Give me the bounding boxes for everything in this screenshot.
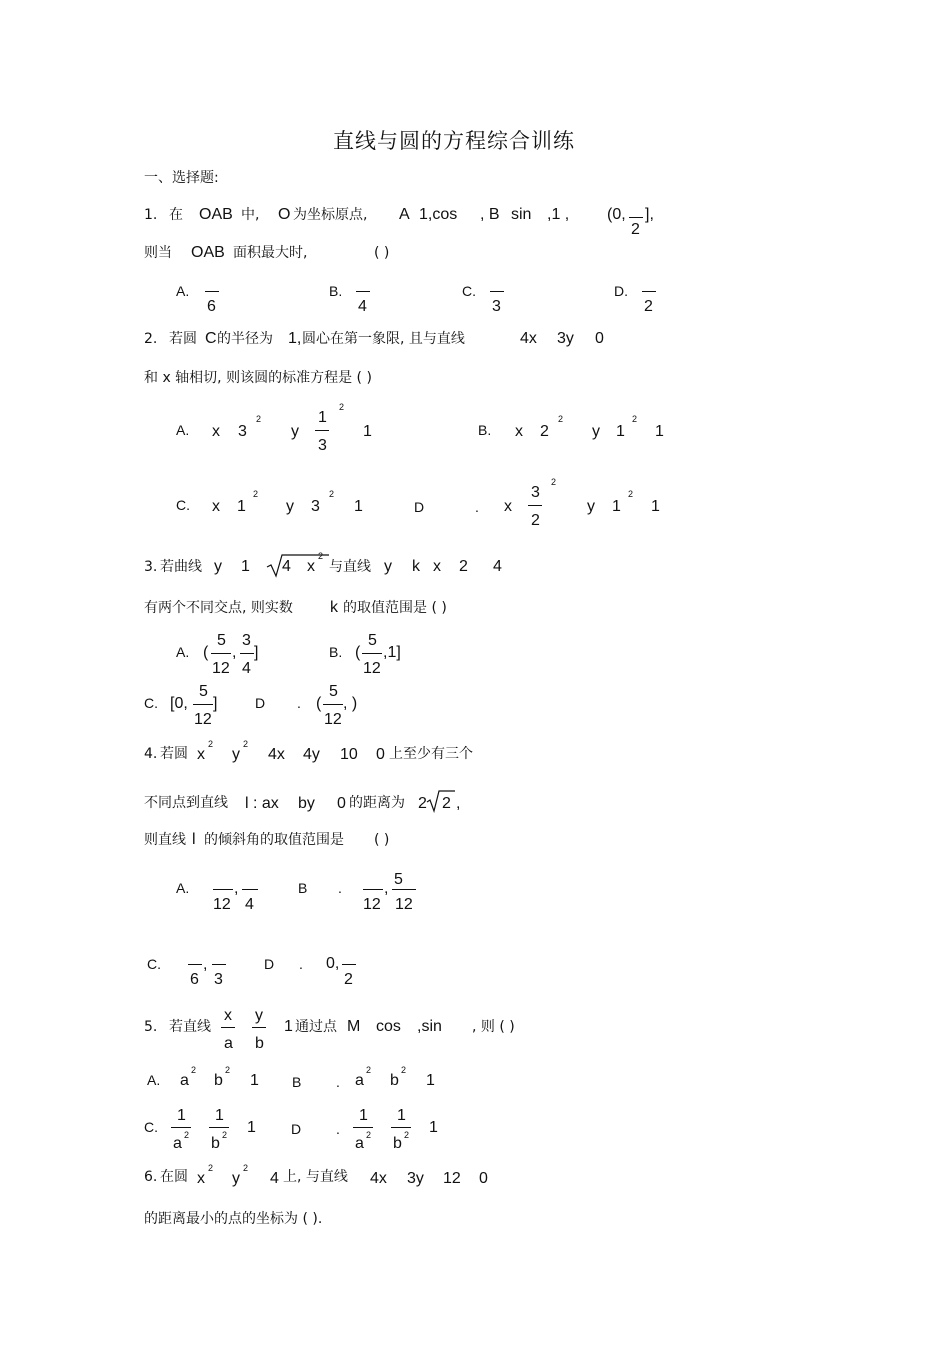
superscript: 2	[208, 1163, 214, 1173]
q1-option-a: 6	[207, 298, 216, 315]
q3-c-den: 12	[194, 711, 212, 728]
q6-text: 在圆	[160, 1169, 188, 1185]
q3-text: 若曲线	[160, 559, 202, 575]
q2-line-term: 0	[595, 330, 604, 347]
q4-rt: 2	[442, 795, 451, 812]
q3-b-close: ,1]	[383, 644, 401, 661]
q2-b-one: 1	[655, 423, 664, 440]
option-d-label: D	[291, 1121, 302, 1137]
q4-c-comma: ,	[203, 956, 208, 973]
superscript: 2	[401, 1065, 407, 1075]
q3-two: 2	[459, 558, 468, 575]
q4-l: l : ax	[245, 795, 279, 812]
q5-d-b: b	[393, 1135, 402, 1152]
q4-number: 4.	[144, 746, 158, 762]
superscript: 2	[184, 1130, 190, 1140]
q5-b-b: b	[390, 1072, 399, 1089]
q6-number: 6.	[144, 1169, 158, 1185]
fraction-bar	[212, 964, 226, 965]
superscript: 2	[318, 551, 324, 561]
q2-b-2: 2	[540, 423, 549, 440]
fraction-bar	[353, 1127, 373, 1128]
q3-b-num: 5	[368, 632, 377, 649]
fraction-bar	[315, 430, 329, 431]
superscript: 2	[558, 414, 564, 424]
q4-term: 10	[340, 746, 358, 763]
q2-b-1: 1	[616, 423, 625, 440]
q4-c-den2: 3	[214, 971, 223, 988]
q4-a-comma: ,	[234, 880, 239, 897]
option-d-dot: .	[299, 956, 303, 972]
q2-d-den: 2	[531, 512, 540, 529]
q1-line2: 则当	[144, 245, 172, 261]
fraction-bar	[362, 653, 382, 654]
q1-paren: ( )	[374, 245, 390, 261]
option-d-label: D	[264, 956, 275, 972]
q3-y: y	[214, 558, 222, 575]
q5-sin: ,sin	[417, 1018, 442, 1035]
q5-c-b: b	[211, 1135, 220, 1152]
q4-by: by	[298, 795, 315, 812]
q3-k2: k	[330, 599, 338, 616]
fraction-bar	[193, 704, 213, 705]
q5-b-one: 1	[426, 1072, 435, 1089]
q5-b-a: a	[355, 1072, 364, 1089]
option-b-label: B.	[329, 283, 343, 299]
q5-c-one2: 1	[215, 1107, 224, 1124]
q4-term: 0	[376, 746, 385, 763]
q2-a-den: 3	[318, 437, 327, 454]
q3-one: 1	[241, 558, 250, 575]
fraction-bar	[356, 291, 370, 292]
option-b-label: B	[298, 880, 308, 896]
q4-text2: 上至少有三个	[389, 746, 473, 762]
sqrt-icon	[426, 789, 456, 813]
q1-triangle: OAB	[199, 206, 233, 223]
q5-d-one1: 1	[359, 1107, 368, 1124]
q3-a-den1: 12	[212, 660, 230, 677]
superscript: 2	[339, 402, 345, 412]
q5-text2: 通过点	[295, 1019, 337, 1035]
superscript: 2	[191, 1065, 197, 1075]
q3-text2: 与直线	[329, 559, 371, 575]
option-b-dot: .	[338, 880, 342, 896]
fraction-bar	[629, 217, 643, 218]
option-a-label: A.	[147, 1072, 161, 1088]
q4-l2: l	[192, 831, 196, 848]
fraction-bar	[392, 889, 416, 890]
option-d-label: D	[414, 499, 425, 515]
q1-option-b: 4	[358, 298, 367, 315]
superscript: 2	[404, 1130, 410, 1140]
q5-d-one2: 1	[397, 1107, 406, 1124]
fraction-bar	[323, 704, 343, 705]
superscript: 2	[366, 1065, 372, 1075]
q5-number: 5.	[144, 1019, 158, 1035]
q5-a-one: 1	[250, 1072, 259, 1089]
q2-line2: 和 x 轴相切, 则该圆的标准方程是 ( )	[144, 370, 372, 386]
q3-c-num: 5	[199, 683, 208, 700]
q4-b-den2: 12	[395, 896, 413, 913]
option-c-label: C.	[144, 695, 158, 711]
q2-b-y: y	[592, 423, 600, 440]
q5-c-one: 1	[247, 1119, 256, 1136]
q1-two: 2	[631, 221, 640, 238]
q2-b-x: x	[515, 423, 523, 440]
q4-c-den1: 6	[190, 971, 199, 988]
q4-a-den2: 4	[245, 896, 254, 913]
q6-text2: 上, 与直线	[283, 1169, 348, 1185]
q4-line3b: 的倾斜角的取值范围是	[204, 832, 344, 848]
q3-c-close: ]	[213, 695, 218, 712]
q3-x2: x	[433, 558, 441, 575]
q5-d-a: a	[355, 1135, 364, 1152]
q4-two: 2	[418, 795, 427, 812]
q2-c-x: x	[212, 498, 220, 515]
q2-a-one: 1	[363, 423, 372, 440]
q2-c-one: 1	[354, 498, 363, 515]
q2-a-num: 1	[318, 409, 327, 426]
q4-b-den1: 12	[363, 896, 381, 913]
superscript: 2	[551, 477, 557, 487]
q2-c: C	[205, 330, 217, 347]
q4-y: y	[232, 746, 240, 763]
option-b-label: B	[292, 1074, 302, 1090]
q3-y2: y	[384, 558, 392, 575]
option-b-dot: .	[336, 1074, 340, 1090]
q1-text: 为坐标原点,	[293, 207, 368, 223]
q4-a-den1: 12	[213, 896, 231, 913]
q3-d-den: 12	[324, 711, 342, 728]
q3-b-den: 12	[363, 660, 381, 677]
q6-y: y	[232, 1170, 240, 1187]
q5-text: 若直线	[169, 1019, 211, 1035]
q2-number: 2.	[144, 331, 158, 347]
q3-d-open: (	[316, 695, 322, 712]
option-d-dot: .	[475, 499, 479, 515]
q5-c-a: a	[173, 1135, 182, 1152]
q3-x: x	[307, 558, 315, 575]
q4-paren: ( )	[374, 832, 390, 848]
fraction-bar	[363, 889, 383, 890]
q2-d-num: 3	[531, 484, 540, 501]
superscript: 2	[366, 1130, 372, 1140]
q1-text: 在	[169, 207, 183, 223]
q1-option-d: 2	[644, 298, 653, 315]
q5-y-num: y	[255, 1007, 263, 1024]
q3-b-open: (	[355, 644, 361, 661]
q1-close: ],	[645, 206, 654, 223]
q3-d-close: , )	[343, 695, 358, 712]
q5-one: 1	[284, 1018, 293, 1035]
fraction-bar	[211, 653, 231, 654]
q5-m: M	[347, 1018, 361, 1035]
q2-c-3: 3	[311, 498, 320, 515]
fraction-bar	[209, 1127, 229, 1128]
q5-tail: , 则 ( )	[472, 1019, 515, 1035]
q5-c-one1: 1	[177, 1107, 186, 1124]
superscript: 2	[222, 1130, 228, 1140]
fraction-bar	[391, 1127, 411, 1128]
q6-four: 4	[270, 1170, 279, 1187]
q4-x: x	[197, 746, 205, 763]
fraction-bar	[528, 505, 542, 506]
option-a-label: A.	[176, 644, 190, 660]
fraction-bar	[490, 291, 504, 292]
q3-four: 4	[282, 558, 291, 575]
q1-line2b: 面积最大时,	[233, 245, 308, 261]
option-b-label: B.	[329, 644, 343, 660]
option-a-label: A.	[176, 880, 190, 896]
q6-term: 12	[443, 1170, 461, 1187]
superscript: 2	[256, 414, 262, 424]
q3-a-num1: 5	[217, 632, 226, 649]
superscript: 2	[225, 1065, 231, 1075]
q3-line2: 有两个不同交点, 则实数	[144, 600, 293, 616]
q3-four2: 4	[493, 558, 502, 575]
q3-a-open: (	[203, 644, 209, 661]
q2-d-1: 1	[612, 498, 621, 515]
option-d-label: D	[255, 695, 266, 711]
q2-text3: 圆心在第一象限, 且与直线	[302, 331, 465, 347]
q1-acoord: 1,cos	[419, 206, 458, 223]
superscript: 2	[253, 489, 259, 499]
q2-d-one: 1	[651, 498, 660, 515]
q2-c-1: 1	[237, 498, 246, 515]
q4-b-num2: 5	[394, 871, 403, 888]
q2-a-3: 3	[238, 423, 247, 440]
q2-a-y: y	[291, 423, 299, 440]
q5-y-den: b	[255, 1035, 264, 1052]
q2-r: 1,	[288, 330, 302, 347]
fraction-bar	[213, 889, 233, 890]
q4-b-comma: ,	[384, 880, 389, 897]
fraction-bar	[642, 291, 656, 292]
q6-term: 4x	[370, 1170, 387, 1187]
q1-o: O	[278, 206, 291, 223]
q2-line-term: 3y	[557, 330, 574, 347]
q2-c-y: y	[286, 498, 294, 515]
q4-line2b: 的距离为	[349, 795, 405, 811]
q1-bcoord: ,1 ,	[547, 206, 570, 223]
q4-line3: 则直线	[144, 832, 186, 848]
q3-a-num2: 3	[242, 632, 251, 649]
q1-number: 1.	[144, 207, 158, 223]
q2-a-x: x	[212, 423, 220, 440]
superscript: 2	[243, 1163, 249, 1173]
q1-interval: (0,	[607, 206, 626, 223]
q3-d-num: 5	[329, 683, 338, 700]
superscript: 2	[243, 739, 249, 749]
q6-term: 0	[479, 1170, 488, 1187]
superscript: 2	[632, 414, 638, 424]
q5-x-num: x	[224, 1007, 232, 1024]
option-d-dot: .	[336, 1121, 340, 1137]
superscript: 2	[628, 489, 634, 499]
q3-c-open: [0,	[170, 695, 188, 712]
q2-text: 若圆	[169, 331, 197, 347]
fraction-bar	[205, 291, 219, 292]
option-d-label: D.	[614, 283, 628, 299]
q3-a-den2: 4	[242, 660, 251, 677]
q1-option-c: 3	[492, 298, 501, 315]
q1-text: 中,	[241, 207, 260, 223]
q5-a-a: a	[180, 1072, 189, 1089]
option-b-label: B.	[478, 422, 492, 438]
q2-text2: 的半径为	[217, 331, 273, 347]
q3-k: k	[412, 558, 420, 575]
q4-d-open: 0,	[326, 955, 340, 972]
superscript: 2	[329, 489, 335, 499]
q1-a: A	[399, 206, 410, 223]
q3-number: 3.	[144, 559, 158, 575]
q3-a-close: ]	[254, 644, 259, 661]
q6-term: 3y	[407, 1170, 424, 1187]
fraction-bar	[342, 964, 356, 965]
q4-line2: 不同点到直线	[144, 795, 228, 811]
fraction-bar	[242, 889, 258, 890]
option-a-label: A.	[176, 422, 190, 438]
q4-zero: 0	[337, 795, 346, 812]
q5-d-one: 1	[429, 1119, 438, 1136]
section-heading: 一、选择题:	[144, 170, 219, 186]
q4-d-den: 2	[344, 971, 353, 988]
q2-d-y: y	[587, 498, 595, 515]
fraction-bar	[221, 1027, 235, 1028]
fraction-bar	[252, 1027, 266, 1028]
option-d-dot: .	[297, 695, 301, 711]
fraction-bar	[171, 1127, 191, 1128]
q2-line-term: 4x	[520, 330, 537, 347]
q1-sin: sin	[511, 206, 532, 223]
option-c-label: C.	[176, 497, 190, 513]
q4-term: 4y	[303, 746, 320, 763]
q1-b: , B	[480, 206, 500, 223]
option-c-label: C.	[147, 956, 161, 972]
q5-x-den: a	[224, 1035, 233, 1052]
fraction-bar	[188, 964, 202, 965]
q6-line2: 的距离最小的点的坐标为 ( ).	[144, 1211, 323, 1227]
page-title: 直线与圆的方程综合训练	[333, 129, 575, 153]
q4-term: 4x	[268, 746, 285, 763]
option-c-label: C.	[462, 283, 476, 299]
q5-a-b: b	[214, 1072, 223, 1089]
q3-line2b: 的取值范围是 ( )	[343, 600, 447, 616]
option-a-label: A.	[176, 283, 190, 299]
q6-x: x	[197, 1170, 205, 1187]
q4-comma: ,	[456, 795, 461, 812]
fraction-bar	[240, 653, 254, 654]
option-c-label: C.	[144, 1119, 158, 1135]
q1-triangle2: OAB	[191, 244, 225, 261]
q3-a-comma: ,	[232, 644, 237, 661]
q2-d-x: x	[504, 498, 512, 515]
superscript: 2	[208, 739, 214, 749]
q5-cos: cos	[376, 1018, 401, 1035]
q4-text: 若圆	[160, 746, 188, 762]
